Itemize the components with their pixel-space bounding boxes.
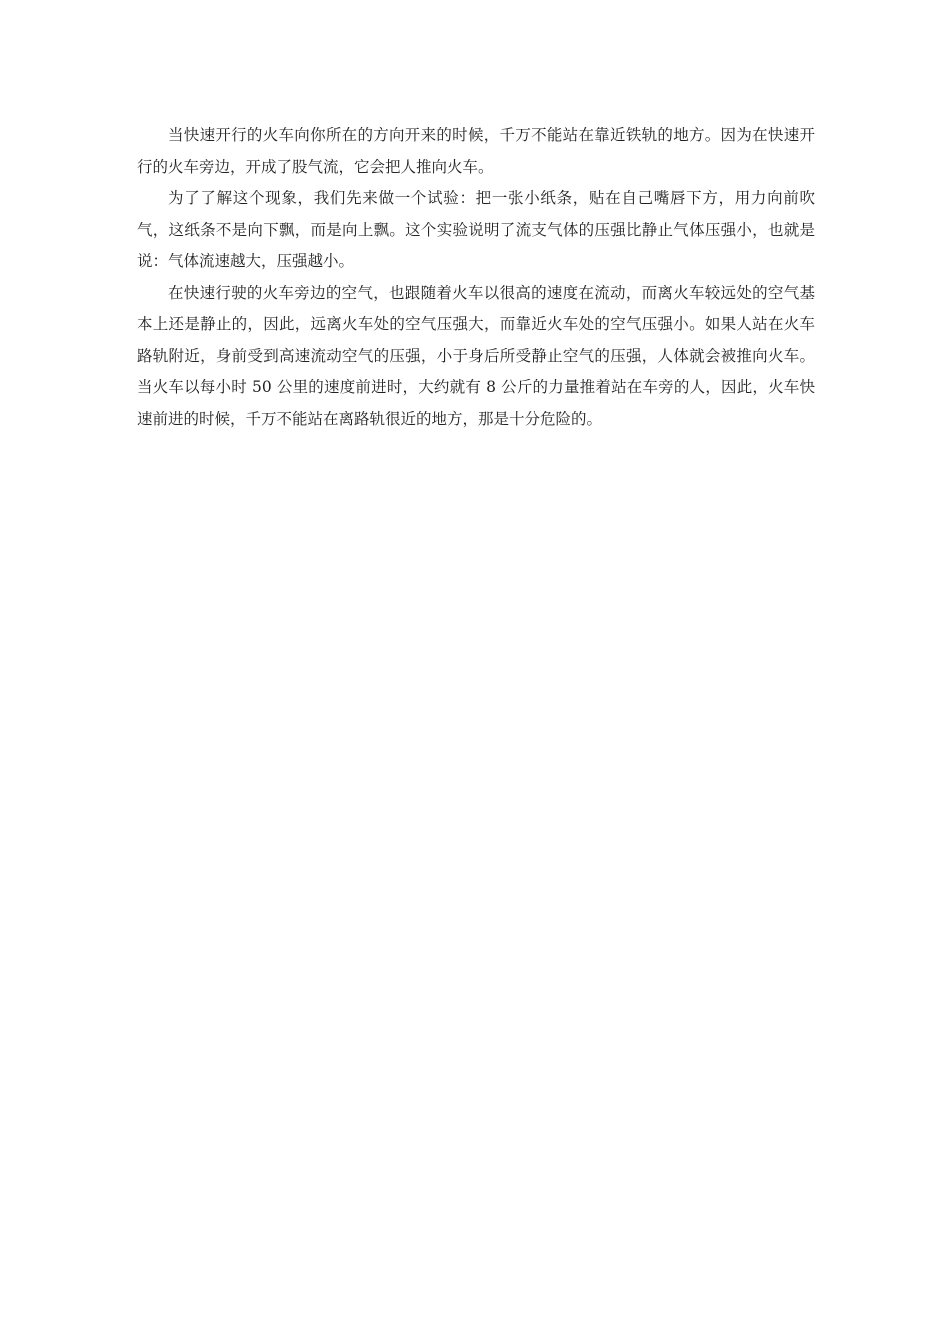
paragraph-3: 在快速行驶的火车旁边的空气，也跟随着火车以很高的速度在流动，而离火车较远处的空气基本上还是静止的，因此，远离火车处的空气压强大，而靠近火车处的空气压强小。如果人站在火车路轨附近，身前受到高速流动空气的压强，小于身后所受静止空气的压强，人体就会被推向火车。当火车以每小时 50 公里的速度前进时，大约就有 8 公斤的力量推着站在车旁的人，因此，火车快速前进的时候，千万不能站在离路轨很近的地方，那是十分危险的。 xyxy=(137,283,815,428)
paragraph-2: 为了了解这个现象，我们先来做一个试验：把一张小纸条，贴在自己嘴唇下方，用力向前吹气，这纸条不是向下飘，而是向上飘。这个实验说明了流支气体的压强比静止气体压强小，也就是说：气体流速越大，压强越小。 xyxy=(137,189,815,270)
document-body xyxy=(137,120,815,435)
paragraph-1: 当快速开行的火车向你所在的方向开来的时候，千万不能站在靠近铁轨的地方。因为在快速开行的火车旁边，开成了股气流，它会把人推向火车。 xyxy=(137,126,815,176)
